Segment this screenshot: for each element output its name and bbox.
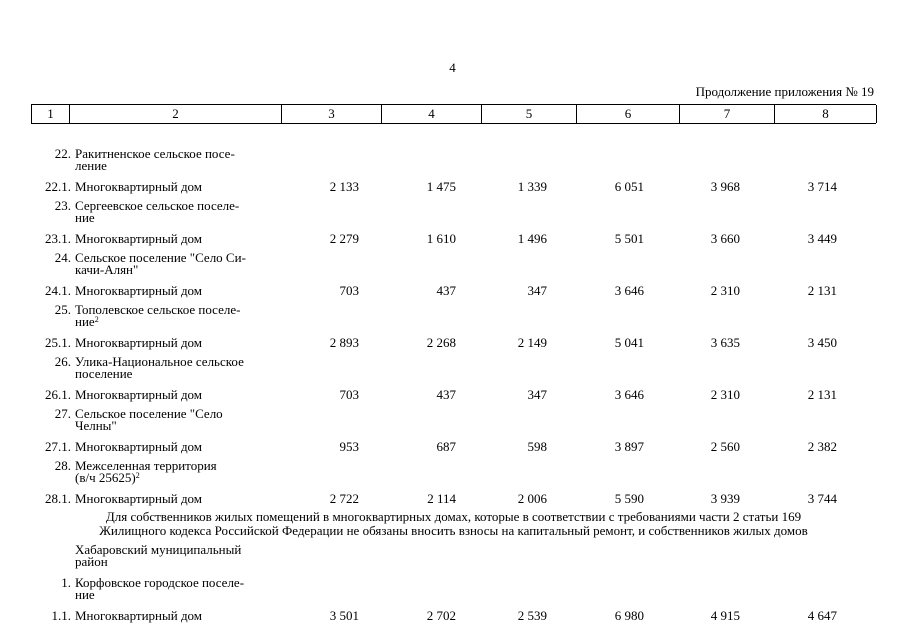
row-value: 2 702 <box>426 608 456 623</box>
column-header: 8 <box>775 105 877 123</box>
row-number: 22.1. <box>45 179 71 194</box>
row-value: 703 <box>339 283 359 298</box>
row-value: 2 560 <box>710 439 740 454</box>
row-name: Многоквартирный дом <box>75 608 203 623</box>
row-value: 3 449 <box>807 231 837 246</box>
row-value: 703 <box>339 387 359 402</box>
row-number: 1. <box>61 575 71 590</box>
row-value: 5 590 <box>614 491 644 506</box>
row-number: 26.1. <box>45 387 71 402</box>
row-value: 953 <box>339 439 359 454</box>
row-number: 28. <box>54 458 71 473</box>
row-value: 2 114 <box>427 491 456 506</box>
row-value: 1 339 <box>517 179 547 194</box>
row-name: Многоквартирный дом <box>75 491 203 506</box>
column-header: 1 <box>32 105 70 123</box>
column-header: 6 <box>577 105 680 123</box>
row-value: 3 939 <box>710 491 740 506</box>
row-value: 2 382 <box>807 439 837 454</box>
row-name: Сельское поселение "Село Челны" <box>75 406 223 433</box>
row-number: 24. <box>54 250 71 265</box>
row-value: 4 915 <box>710 608 740 623</box>
row-name: Многоквартирный дом <box>75 387 203 402</box>
row-number: 28.1. <box>45 491 71 506</box>
column-header: 5 <box>482 105 577 123</box>
row-value: 2 893 <box>329 335 359 350</box>
row-value: 347 <box>527 387 547 402</box>
row-name: Многоквартирный дом <box>75 179 203 194</box>
row-name: Межселенная территория (в/ч 25625)$^2$ <box>75 458 217 485</box>
row-value: 3 968 <box>710 179 740 194</box>
row-value: 1 610 <box>426 231 456 246</box>
row-value: 3 501 <box>329 608 359 623</box>
row-name: Корфовское городское поселе- ние <box>75 575 245 602</box>
row-value: 687 <box>436 439 456 454</box>
row-value: 2 310 <box>710 387 740 402</box>
row-value: 437 <box>436 283 456 298</box>
row-name: Многоквартирный дом <box>75 283 203 298</box>
row-number: 26. <box>54 354 71 369</box>
row-number: 25.1. <box>45 335 71 350</box>
row-value: 3 660 <box>710 231 740 246</box>
section-note-line: Жилищного кодекса Российской Федерации не обязаны вносить взносы на капитальный ремонт, и собственников жилых домов <box>99 523 808 538</box>
row-value: 3 646 <box>614 387 644 402</box>
row-value: 2 310 <box>710 283 740 298</box>
row-value: 3 897 <box>614 439 644 454</box>
footnote-marker: 2 <box>94 315 99 324</box>
row-value: 2 131 <box>807 387 837 402</box>
column-header: 2 <box>70 105 282 123</box>
row-value: 4 647 <box>807 608 837 623</box>
column-header: 7 <box>680 105 775 123</box>
row-number: 1.1. <box>51 608 71 623</box>
page-number: 4 <box>449 60 456 75</box>
row-value: 2 539 <box>517 608 547 623</box>
row-value: 1 496 <box>517 231 547 246</box>
table-body <box>31 124 876 644</box>
row-value: 2 133 <box>329 179 359 194</box>
row-value: 347 <box>527 283 547 298</box>
column-header: 4 <box>382 105 482 123</box>
continuation-label: Продолжение приложения № 19 <box>695 84 874 99</box>
row-value: 6 051 <box>614 179 644 194</box>
row-value: 3 646 <box>614 283 644 298</box>
row-name: Сельское поселение "Село Си- качи-Алян" <box>75 250 246 277</box>
column-header: 3 <box>282 105 382 123</box>
row-name: Многоквартирный дом <box>75 439 203 454</box>
row-name: Ракитненское сельское посе- ление <box>75 146 235 173</box>
row-name: Тополевское сельское поселе- ние$^2$ <box>75 302 241 329</box>
row-value: 3 744 <box>807 491 837 506</box>
row-value: 2 149 <box>517 335 547 350</box>
row-value: 2 279 <box>329 231 359 246</box>
row-value: 5 041 <box>614 335 644 350</box>
row-name: Хабаровский муниципальный район <box>75 542 242 569</box>
row-value: 2 006 <box>517 491 547 506</box>
row-number: 25. <box>54 302 71 317</box>
footnote-marker: 2 <box>135 471 140 480</box>
row-number: 24.1. <box>45 283 71 298</box>
row-number: 23.1. <box>45 231 71 246</box>
row-number: 27.1. <box>45 439 71 454</box>
table-header <box>31 104 876 124</box>
row-value: 5 501 <box>614 231 644 246</box>
section-note-line: Для собственников жилых помещений в многоквартирных домах, которые в соответствии с требованиями части 2 статьи 169 <box>105 509 802 524</box>
row-value: 2 131 <box>807 283 837 298</box>
row-name: Сергеевское сельское поселе- ние <box>75 198 240 225</box>
row-number: 22. <box>54 146 71 161</box>
row-value: 598 <box>527 439 547 454</box>
row-number: 27. <box>54 406 71 421</box>
row-name: Улика-Национальное сельское поселение <box>75 354 244 381</box>
row-name: Многоквартирный дом <box>75 335 203 350</box>
row-value: 3 635 <box>710 335 740 350</box>
row-value: 2 722 <box>329 491 359 506</box>
row-value: 2 268 <box>426 335 456 350</box>
rates-table <box>31 104 876 644</box>
row-value: 6 980 <box>614 608 644 623</box>
row-value: 3 714 <box>807 179 837 194</box>
row-value: 1 475 <box>426 179 456 194</box>
row-name: Многоквартирный дом <box>75 231 203 246</box>
row-value: 437 <box>436 387 456 402</box>
row-number: 23. <box>54 198 71 213</box>
row-value: 3 450 <box>807 335 837 350</box>
